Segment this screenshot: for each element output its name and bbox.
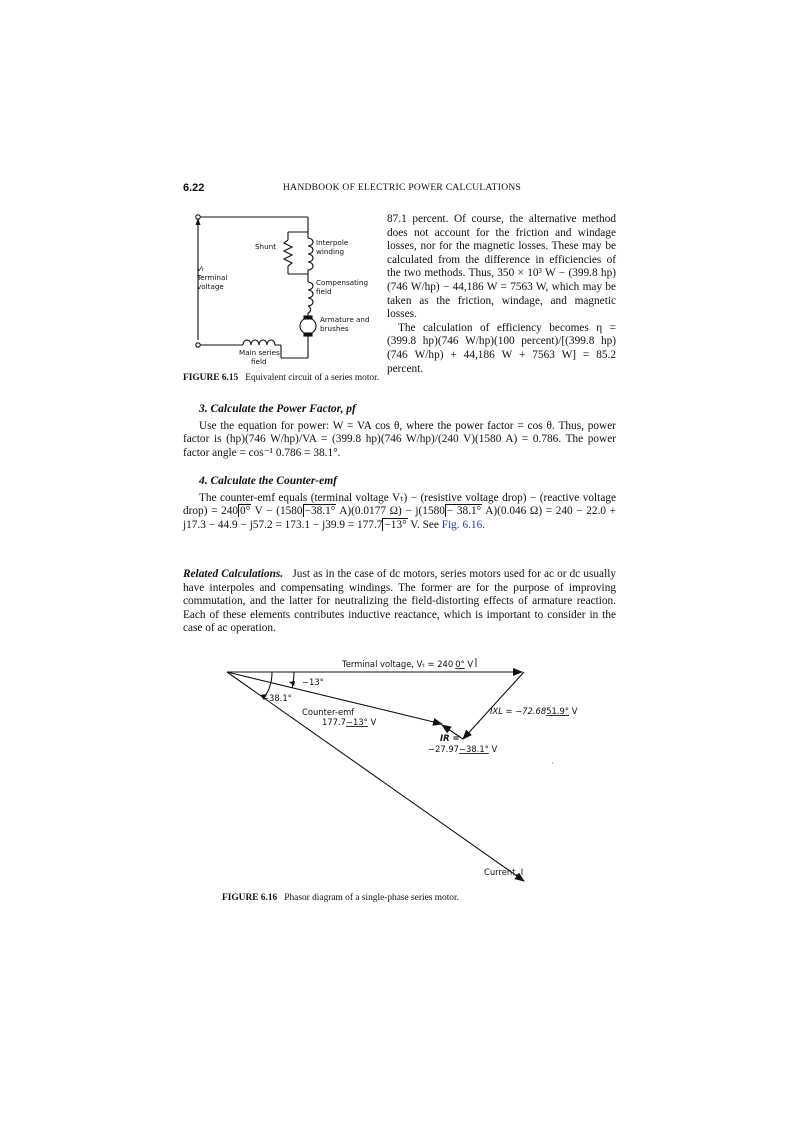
angle-13-label: −13° bbox=[302, 677, 324, 687]
running-title: HANDBOOK OF ELECTRIC POWER CALCULATIONS bbox=[283, 183, 522, 193]
ixl-label: IXL = −72.6851.9° V bbox=[490, 706, 578, 716]
terminal-label: Terminal bbox=[197, 273, 228, 282]
current-phasor bbox=[227, 672, 524, 881]
page-number: 6.22 bbox=[183, 182, 205, 194]
main-series-label-2: field bbox=[251, 357, 267, 366]
voltage-label: voltage bbox=[197, 282, 224, 291]
terminal-voltage-label: Terminal voltage, Vₜ = 240 0° V bbox=[342, 659, 474, 669]
main-series-label: Main series bbox=[239, 348, 280, 357]
angle-13: −13° bbox=[384, 518, 407, 531]
paragraph-friction-losses: 87.1 percent. Of course, the alternative method does not account for the friction and windage losses, nor for the magnetic losses. These may be calculated from the difference in efficiencies of the two methods. Thus, 350 × 10³ W − (399.8 hp)(746 W/hp) − 44,186 W = 7563 W, which may be taken as the friction, windage, and magnetic losses. bbox=[387, 213, 616, 321]
compensating-label-2: field bbox=[316, 287, 332, 296]
figure-6-16-label: FIGURE 6.16 bbox=[222, 893, 278, 903]
section-4-text: The counter-emf equals (terminal voltage Vₜ) − (resistive voltage drop) − (reactive voltage drop) = 240 0° V − (1580 −38.1° A)(0.0177 Ω) − j(1580 − 38.1° A)(0.046 Ω) = 240 − 22.0 + j17.3 − 44.9 − j57.2 = 173.1 − j39.9 = 177.7 −13° V. See Fig. 6.16. bbox=[183, 491, 617, 531]
compensating-label: Compensating bbox=[316, 278, 369, 287]
angle-38-label: −38.1° bbox=[262, 693, 292, 703]
figure-6-16-text: Phasor diagram of a single-phase series motor. bbox=[284, 893, 459, 903]
current-label: Current, I bbox=[484, 867, 524, 877]
related-heading: Related Calculations. bbox=[183, 568, 284, 580]
related-calculations bbox=[183, 568, 616, 636]
related-text: Just as in the case of dc motors, series motors used for ac or dc usually have interpoles and compensating windings. The former are for the purpose of improving commutation, and the latter for neutralizing the field-distorting effects of armature reaction. Each of these elements contributes inductive reactance, which is important to consider in the case of ac operation. bbox=[183, 568, 616, 635]
section-3-text: Use the equation for power: W = VA cos θ, where the power factor = cos θ. Thus, power factor is (hp)(746 W/hp)/VA = (399.8 hp)(746 W/hp)/(240 V)(1580 A) = 0.786. The power factor angle = cos⁻¹ 0.786 = 38.1°. bbox=[183, 419, 616, 459]
section-3-heading: 3. Calculate the Power Factor, pf bbox=[199, 403, 356, 415]
angle-0: 0° bbox=[240, 505, 251, 518]
counter-emf-label: Counter-emf bbox=[302, 707, 355, 717]
section-4 bbox=[183, 475, 616, 532]
figure-6-15-circuit bbox=[183, 208, 383, 373]
paragraph-efficiency: The calculation of efficiency becomes η = (399.8 hp)(746 W/hp)(100 percent)/[(399.8 hp)(746 W/hp) + 44,186 W + 7563 W] = 85.2 percent. bbox=[387, 321, 616, 375]
angle-38-1-b: − 38.1° bbox=[446, 505, 482, 518]
angle-38-1: −38.1° bbox=[304, 505, 336, 518]
figure-6-15-text: Equivalent circuit of a series motor. bbox=[245, 373, 380, 383]
figure-6-15-label: FIGURE 6.15 bbox=[183, 373, 239, 383]
figure-6-16-phasor bbox=[222, 655, 602, 885]
ir-label: IR = bbox=[440, 733, 460, 743]
vt-label: Vₜ bbox=[197, 264, 205, 273]
counter-emf-value: 177.7−13° V bbox=[322, 717, 377, 727]
figure-6-16-link[interactable]: Fig. 6.16 bbox=[441, 518, 483, 531]
armature-label: Armature and bbox=[320, 315, 370, 324]
interpole-label: Interpole bbox=[316, 238, 349, 247]
section-4-heading: 4. Calculate the Counter-emf bbox=[199, 475, 337, 487]
ir-value: −27.97−38.1° V bbox=[428, 744, 498, 754]
figure-6-15-caption bbox=[183, 373, 383, 384]
section-3 bbox=[183, 403, 616, 460]
shunt-label: Shunt bbox=[255, 242, 277, 251]
right-column-text bbox=[387, 213, 616, 376]
interpole-label-2: winding bbox=[316, 247, 345, 256]
armature-label-2: brushes bbox=[320, 324, 349, 333]
figure-6-16-caption bbox=[222, 893, 459, 903]
